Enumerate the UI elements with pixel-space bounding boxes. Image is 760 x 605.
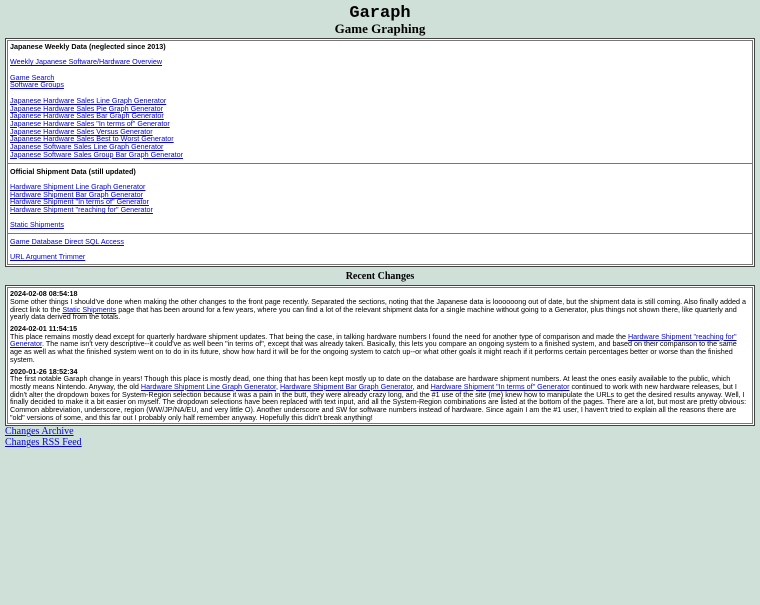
jp-hw-best-worst-link[interactable]: Japanese Hardware Sales Best to Worst Generator (10, 134, 174, 144)
jp-hw-line-link[interactable]: Japanese Hardware Sales Line Graph Generator (10, 95, 167, 105)
url-trimmer-link[interactable]: URL Argument Trimmer (10, 252, 86, 262)
ship-line-inline-link[interactable]: Hardware Shipment Line Graph Generator (140, 381, 276, 391)
site-subtitle: Game Graphing (334, 21, 426, 36)
sql-access-link[interactable]: Game Database Direct SQL Access (10, 237, 124, 247)
change-date: 2024-02-08 08:54:18 (10, 289, 78, 299)
changes-archive-link[interactable]: Changes Archive (5, 426, 74, 438)
ship-interms-inline-link[interactable]: Hardware Shipment "In terms of" Generator (430, 381, 570, 391)
change-date: 2020-01-26 18:52:34 (10, 366, 78, 376)
ship-line-link[interactable]: Hardware Shipment Line Graph Generator (10, 181, 146, 191)
change-entry (10, 368, 750, 422)
navigation-panel (5, 38, 755, 267)
change-entry (10, 325, 750, 364)
jp-hw-pie-link[interactable]: Japanese Hardware Sales Pie Graph Generator (10, 103, 164, 113)
change-text: Some other things I should've done when making the other changes to the front page recently. Separated the sections, noting that the Japanese data is loooooong out of date, but the shipment data is still coming. Also finally added a direct link to the Static Shipments page that has been around for a few years, where you can find a lot of the relevant shipment data for a single machine without going to a Generator, plus things not shown there, like quarterly and yearly data derived from the totals. (10, 296, 747, 322)
change-text: This place remains mostly dead except for quarterly hardware shipment updates. That being the case, in talking hardware numbers I found the need for another type of comparison and made the Hardware Shipment "reaching for" Generator. The name isn't very descriptive--it could've as well been "in terms of", except that was already taken. Basically, this lets you compare an ongoing system to a finished system, and based on their comparison to the same age as well as what the finished system went on to do in its future, show how hard it will be for the ongoing system to catch up--or what other goals it might reach if it performs certain percentages better or worse than the finished system. (10, 331, 737, 364)
jp-sw-line-link[interactable]: Japanese Software Sales Line Graph Generator (10, 142, 164, 152)
jp-hw-versus-link[interactable]: Japanese Hardware Sales Versus Generator (10, 126, 153, 136)
software-groups-link[interactable]: Software Groups (10, 80, 64, 90)
jp-hw-interms-link[interactable]: Japanese Hardware Sales "In terms of" Generator (10, 118, 170, 128)
change-entry (10, 290, 750, 321)
recent-changes-title: Recent Changes (345, 271, 415, 283)
jp-sw-group-bar-link[interactable]: Japanese Software Sales Group Bar Graph Generator (10, 149, 183, 159)
static-shipments-inline-link[interactable]: Static Shipments (62, 304, 117, 314)
static-shipments-link[interactable]: Static Shipments (10, 220, 64, 230)
site-title: Garaph (349, 4, 411, 23)
ship-reaching-link[interactable]: Hardware Shipment "reaching for" Generator (10, 205, 153, 214)
ship-bar-inline-link[interactable]: Hardware Shipment Bar Graph Generator (279, 381, 413, 391)
shipment-heading: Official Shipment Data (still updated) (10, 166, 136, 176)
section-divider (8, 233, 752, 234)
weekly-heading: Japanese Weekly Data (neglected since 2013) (10, 42, 166, 51)
changes-rss-link[interactable]: Changes RSS Feed (5, 437, 82, 449)
weekly-overview-link[interactable]: Weekly Japanese Software/Hardware Overview (10, 57, 163, 67)
section-divider (8, 163, 752, 164)
recent-changes-panel (5, 285, 755, 426)
game-search-link[interactable]: Game Search (10, 72, 55, 82)
change-date: 2024-02-01 11:54:15 (10, 324, 78, 333)
jp-hw-bar-link[interactable]: Japanese Hardware Sales Bar Graph Generator (10, 111, 164, 121)
ship-bar-link[interactable]: Hardware Shipment Bar Graph Generator (10, 189, 144, 199)
change-text: The first notable Garaph change in years! Though this place is mostly dead, one thing that has been kept mostly up to date on the database are hardware shipment numbers. At least the ones easily available to the public, which mostly means Nintendo. Anyway, the old Hardware Shipment Line Graph Generator, Hardware Shipment Bar Graph Generator, and Hardware Shipment "In terms of" Generator continued to work with new hardware releases, but I didn't alter the dropdown boxes for System-Region selection because it was a pain in the butt, they were already crazy long, and the #1 use of the site (me) knew how to manipulate the URLs to get the desired results anyway. Well, I finally decided to make it a bit easier on myself. The dropdown selections have been replaced with text input, and all the System-Region combinations are listed at the bottom of the pages. There are a lot, but most are pretty obvious: Common abbreviation, underscore, region (WW/JP/NA/EU, and very little O). Another underscore and SW for software numbers instead of hardware. Since again I am the #1 user, I haven't tried to explain all the reasons there are "old" versions of some, and this far out I probably only half remember anyway. Hopefully this didn't break anything! (10, 374, 747, 422)
reaching-for-inline-link[interactable]: Hardware Shipment "reaching for" Generator (10, 331, 737, 349)
footer-links (5, 426, 760, 448)
ship-interms-link[interactable]: Hardware Shipment "In terms of" Generator (10, 197, 149, 207)
